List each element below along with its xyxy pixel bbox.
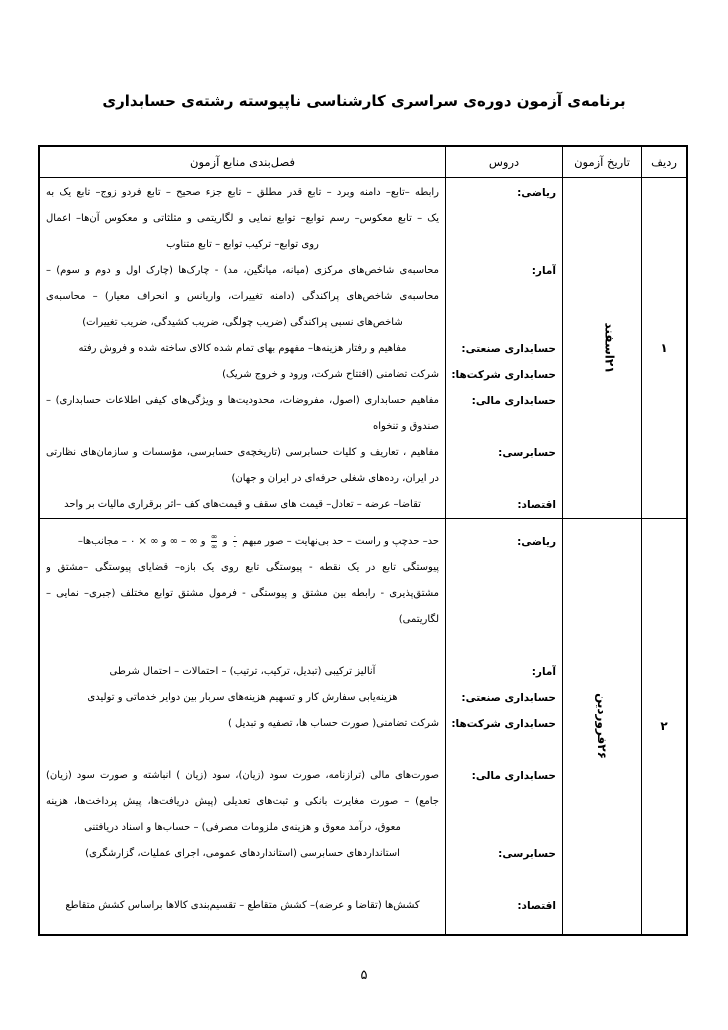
course-spacer [446,633,556,659]
course-spacer [446,310,556,336]
table-header-row [39,146,687,178]
topic-line: لگاریتمی) [398,614,439,625]
course-spacer [446,815,556,841]
topic-line: صندوق و تنخواه [373,421,439,432]
course-economics: اقتصاد: [517,499,556,511]
course-financial-accounting: حسابداری مالی: [471,395,556,407]
course-statistics: آمار: [531,265,556,277]
exam-date-cell [563,178,642,519]
fraction-numerator: ∞ [210,531,218,541]
topic-line: رابطه –تابع– دامنه وبرد – تابع قدر مطلق – تابع جزء صحیح – تابع فردو زوج– تابع یک به [46,187,439,198]
topic-line: صورت‌های مالی (ترازنامه، صورت سود (زیان)، سود (زیان ) انباشته و صورت سود (زیان) [46,770,439,781]
course-math: ریاضی: [517,187,556,199]
topic-line: هزینه‌یابی سفارش کار و تسهیم هزینه‌های سربار بین دوایر خدماتی و تولیدی [87,692,398,703]
table-row [39,178,687,519]
course-corporate-accounting: حسابداری شرکت‌ها: [451,718,556,730]
fraction-denominator: ٠ [232,541,237,551]
course-economics: اقتصاد: [517,900,556,912]
course-spacer [446,867,556,893]
topic-line: روی توابع– ترکیب توابع – تابع متناوب [166,239,319,250]
course-spacer [446,581,556,607]
spacer [46,737,439,763]
topic-line: آنالیز ترکیبی (تبدیل، ترکیب، ترتیب) – احتمالات – احتمال شرطی [109,666,376,677]
zero-over-zero-fraction [233,532,237,551]
header-row-number: ردیف [642,146,688,178]
courses-cell [446,178,563,519]
header-topics: فصل‌بندی منابع آزمون [39,146,446,178]
spacer [46,867,439,893]
limits-and: و [222,536,228,547]
topic-line: کشش‌ها (تقاضا و عرضه)– کشش متقاطع – تقسیم‌بندی کالاها براساس کشش متقاطع [65,900,420,911]
row-number: ۱ [642,178,688,519]
course-spacer [446,607,556,633]
course-spacer [446,555,556,581]
limits-topic-line [46,529,439,555]
exam-date: ۲۶فروردین [595,693,610,760]
course-auditing: حسابرسی: [498,447,556,459]
fraction-numerator: ٠ [232,531,237,541]
table-row [39,519,687,935]
page-title: برنامه‌ی آزمون دوره‌ی سراسری کارشناسی ناپیوسته رشته‌ی حسابداری [102,92,626,110]
course-auditing: حسابرسی: [498,848,556,860]
course-spacer [446,284,556,310]
course-financial-accounting: حسابداری مالی: [471,770,556,782]
course-statistics: آمار: [531,666,556,678]
topic-line: شاخص‌های نسبی پراکندگی (ضریب چولگی، ضریب کشیدگی، ضریب تغییرات) [82,317,403,328]
spacer [46,633,439,659]
row-number: ۲ [642,519,688,935]
topic-line: تقاضا– عرضه – تعادل– قیمت های سقف و قیمت‌های کف –اثر برقراری مالیات بر واحد [64,499,421,510]
course-cost-accounting: حسابداری صنعتی: [461,343,556,355]
limits-text-before: حد– حدچپ و راست – حد بی‌نهایت – صور مبهم [242,536,439,547]
topics-cell [39,178,446,519]
course-spacer [446,466,556,492]
header-courses: دروس [446,146,563,178]
topic-line: شرکت تضامنی (افتتاح شرکت، ورود و خروج شریک) [222,369,439,380]
topic-line: مشتق‌پذیری - رابطه بین مشتق و پیوستگی - فرمول مشتق توابع مختلف (جبری– نمایی – [46,588,439,599]
infinity-over-infinity-fraction [211,532,218,551]
course-math: ریاضی: [517,536,556,548]
topic-line: یک – تابع معکوس– رسم توابع– توابع نمایی و لگاریتمی و مثلثاتی و معکوس آن‌ها– اعمال [46,213,439,224]
course-spacer [446,789,556,815]
fraction-denominator: ∞ [210,541,218,551]
course-spacer [446,232,556,258]
limits-text-after: و ∞ – ∞ و ∞ × ٠ – مجانب‌ها– [77,536,206,547]
topics-cell [39,519,446,935]
topic-line: مفاهیم حسابداری (اصول، مفروضات، محدودیت‌ها و ویژگی‌های کیفی اطلاعات حسابداری) – [46,395,439,406]
topic-line: شرکت تضامنی( صورت حساب ها، تصفیه و تبدیل ) [227,718,439,729]
topic-line: محاسبه‌ی شاخص‌های مرکزی (میانه، میانگین، مد) - چارک‌ها (چارک اول و دوم و سوم) – [46,265,439,276]
courses-cell [446,519,563,935]
topic-line: معوق، درآمد معوق و هزینه‌ی ملزومات مصرفی) – حساب‌ها و اسناد دریافتنی [84,822,401,833]
topic-line: در ایران، رده‌های شغلی حرفه‌ای در ایران و جهان) [231,473,439,484]
course-corporate-accounting: حسابداری شرکت‌ها: [451,369,556,381]
topic-line: جامع) – صورت مغایرت بانکی و ثبت‌های تعدیلی (پیش دریافت‌ها، پیش پرداخت‌ها، هزینه [46,796,439,807]
topic-line: مفاهیم و رفتار هزینه‌ها– مفهوم بهای تمام شده کالای ساخته شده و فروش رفته [78,343,407,354]
topic-line: استانداردهای حسابرسی (استانداردهای عمومی، اجرای عملیات، گزارشگری) [85,848,400,859]
course-spacer [446,206,556,232]
exam-date: ۲۱اسفند [602,322,617,374]
course-spacer [446,414,556,440]
topic-line: پیوستگی تابع در یک نقطه - پیوستگی تابع روی یک بازه– قضایای پیوستگی –مشتق و [46,562,439,573]
exam-schedule-table [38,145,688,936]
page-number: ۵ [360,968,368,983]
topic-line: محاسبه‌ی شاخص‌های پراکندگی (دامنه تغییرات، واریانس و انحراف معیار) – محاسبه‌ی [46,291,439,302]
exam-date-cell [563,519,642,935]
course-spacer [446,737,556,763]
header-exam-date: تاریخ آزمون [563,146,642,178]
topic-line: مفاهیم ، تعاریف و کلیات حسابرسی (تاریخچه‌ی حسابرسی، مؤسسات و سازمان‌های نظارتی [46,447,439,458]
course-cost-accounting: حسابداری صنعتی: [461,692,556,704]
